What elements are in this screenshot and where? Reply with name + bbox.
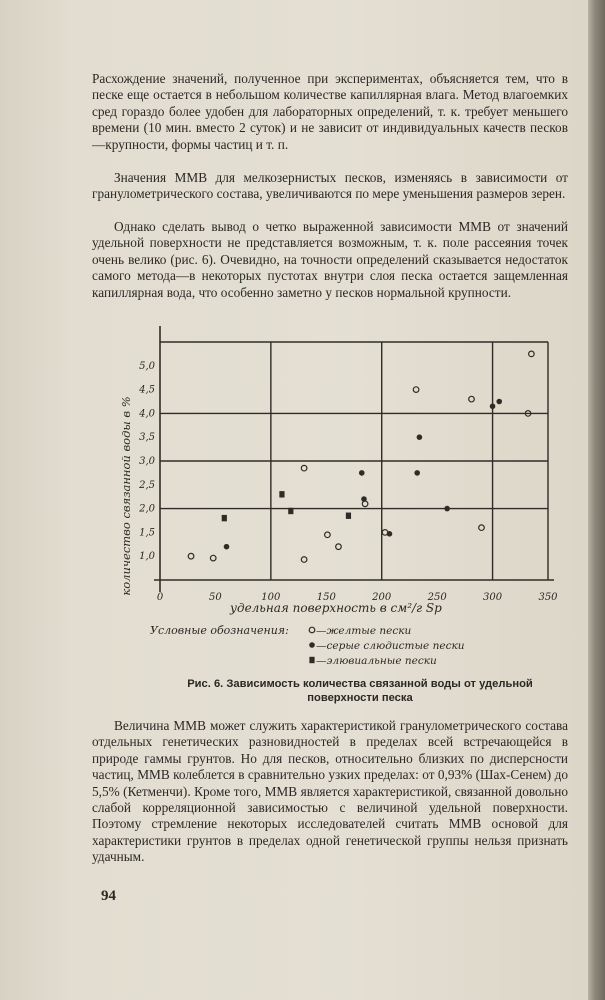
data-point-open — [301, 465, 307, 471]
y-tick-label: 4,5 — [139, 384, 155, 396]
data-point-open — [479, 525, 485, 531]
data-point-filled — [490, 403, 496, 409]
y-tick-label: 2,0 — [139, 503, 155, 515]
data-point-open — [529, 351, 535, 357]
legend-label: —элювиальные пески — [316, 655, 437, 665]
data-point-square — [288, 508, 293, 514]
paragraph-4: Величина ММВ может служить характеристикой гранулометрического состава отдельных генетических разновидностей в пределах всей встречающейся в природе гаммы грунтов. Но для песков, относительно близких по дисперсности частиц, ММВ колеблется в сравнительно узких пределах: от 0,93% (Шах-Сенем) до 5,5% (Кетменчи). Кроме того, ММВ является характеристикой, связанной довольно слабой корреляционной зависимостью с величиной удельной поверхности. Поэтому стремление некоторых исследователей считать ММВ основой для характеристики грунтов в пределах одной генетической группы нельзя признать удачным. — [92, 718, 568, 865]
data-point-square — [279, 491, 284, 497]
legend-marker-square — [309, 657, 314, 663]
scatter-chart — [100, 320, 570, 665]
figure-caption-line-2: поверхности песка — [307, 692, 413, 704]
data-point-open — [336, 544, 342, 550]
data-point-open — [188, 553, 194, 559]
legend-title: Условные обозначения: — [150, 624, 289, 637]
x-axis-label: удельная поверхность в см²/г Sp — [230, 601, 442, 615]
paragraph-3: Однако сделать вывод о четко выраженной зависимости ММВ от значений удельной поверхности не представляется возможным, т. к. поле рассеяния точек очень велико (рис. 6). Очевидно, на точности определений сказывается недостаток самого метода—в некоторых пустотах внутри слоя песка остается защемленная капиллярная вода, что особенно заметно у песков нормальной крупности. — [92, 219, 568, 300]
legend-marker-open — [309, 627, 315, 633]
data-point-square — [346, 513, 351, 519]
chart-legend — [150, 624, 465, 665]
figure-caption-line-1: Рис. 6. Зависимость количества связанной воды от удельной — [187, 678, 533, 690]
x-tick-label: 200 — [372, 592, 392, 603]
data-point-open — [362, 501, 368, 507]
chart-tick-labels — [138, 361, 558, 603]
x-tick-label: 300 — [483, 592, 503, 603]
chart-grid — [154, 326, 554, 592]
chart-points — [188, 351, 534, 562]
page-number: 94 — [101, 888, 116, 904]
figure-caption — [150, 677, 570, 705]
x-tick-label: 350 — [538, 592, 558, 603]
y-tick-label: 2,5 — [139, 479, 155, 491]
x-tick-label: 50 — [209, 592, 222, 603]
data-point-filled — [496, 399, 502, 405]
paragraph-2: Значения ММВ для мелкозернистых песков, изменяясь в зависимости от гранулометрического состава, увеличиваются по мере уменьшения размеров зерен. — [92, 170, 568, 202]
y-tick-label: 3,0 — [139, 456, 155, 467]
data-point-square — [222, 515, 227, 521]
y-tick-label: 4,0 — [139, 408, 155, 420]
x-tick-label: 150 — [316, 592, 336, 603]
x-tick-label: 0 — [156, 592, 164, 603]
data-point-open — [325, 532, 331, 538]
x-tick-label: 100 — [261, 592, 281, 603]
data-point-filled — [387, 531, 393, 537]
data-point-open — [413, 387, 419, 393]
data-point-open — [301, 557, 307, 563]
data-point-filled — [414, 470, 420, 476]
legend-marker-filled — [309, 642, 315, 648]
y-tick-label: 1,0 — [139, 551, 155, 563]
y-tick-label: 5,0 — [139, 360, 155, 372]
data-point-open — [469, 396, 475, 402]
x-tick-label: 250 — [427, 592, 447, 603]
y-axis-label: количество связанной воды в % — [119, 396, 133, 596]
y-tick-label: 3,5 — [139, 432, 155, 444]
data-point-filled — [444, 506, 450, 512]
y-tick-label: 1,5 — [139, 527, 155, 539]
data-point-filled — [224, 544, 230, 550]
legend-label: —серые слюдистые пески — [316, 640, 465, 652]
paragraph-1: Расхождение значений, полученное при экспериментах, объясняется тем, что в песке еще остается в небольшом количестве капиллярная влага. Метод влагоемких сред гораздо более удобен для лабораторных определений, т. к. требует меньшего времени (10 мин. вместо 2 суток) и не зависит от индивидуальных качеств песков—крупности, формы частиц и т. п. — [92, 71, 568, 152]
data-point-filled — [359, 470, 365, 476]
page-edge-shadow — [588, 0, 605, 1000]
data-point-filled — [417, 434, 423, 440]
data-point-open — [210, 555, 216, 561]
data-point-filled — [361, 496, 367, 502]
legend-label: —желтые пески — [316, 625, 412, 637]
